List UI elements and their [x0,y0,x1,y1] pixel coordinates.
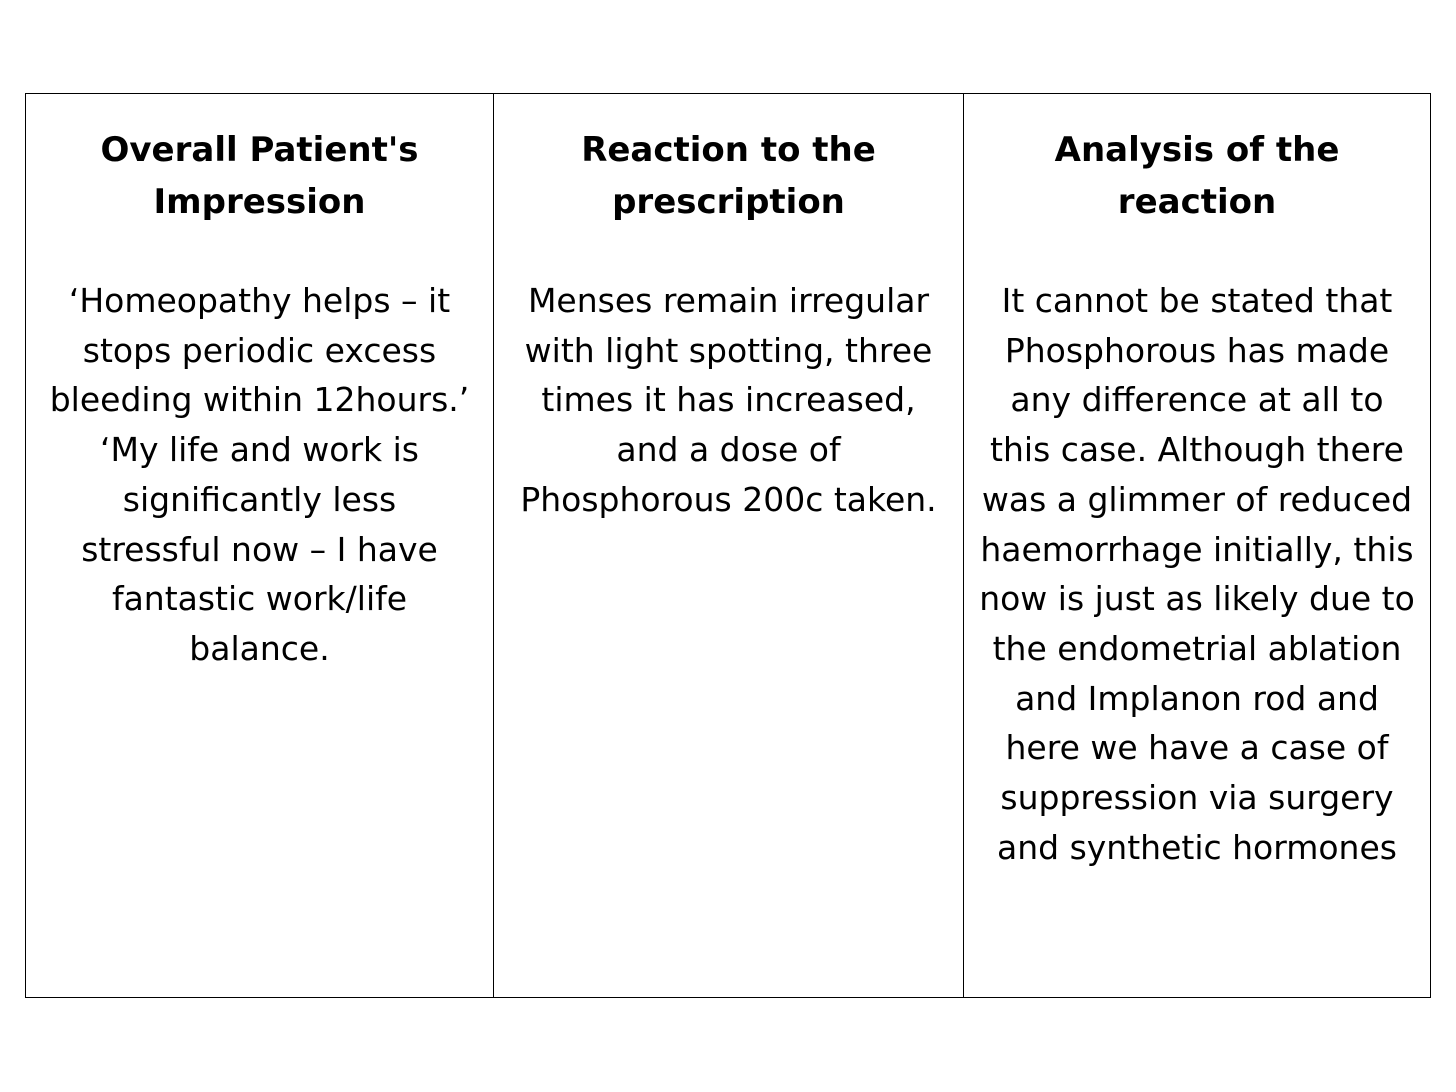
column-heading: Reaction to the prescription [581,130,876,222]
column-body: Menses remain irregular with light spotting, three times it has increased, and a dose of Phosphorous 200c taken. [520,281,937,519]
column-analysis-of-reaction [963,94,1430,997]
column-body: ‘Homeopathy helps – it stops periodic excess bleeding within 12hours.’ ‘My life and work is significantly less stressful now – I have fantastic work/life balance. [49,281,470,668]
column-heading: Overall Patient's Impression [100,130,419,222]
comparison-table [25,93,1431,998]
column-heading: Analysis of the reaction [1054,130,1340,222]
column-body: It cannot be stated that Phosphorous has made any difference at all to this case. Although there was a glimmer of reduced haemorrhage initially, this now is just as likely due to the endometrial ablation and Implanon rod and here we have a case of suppression via surgery and synthetic hormones [979,281,1415,867]
column-patient-impression [26,94,493,997]
column-reaction-to-prescription [493,94,963,997]
